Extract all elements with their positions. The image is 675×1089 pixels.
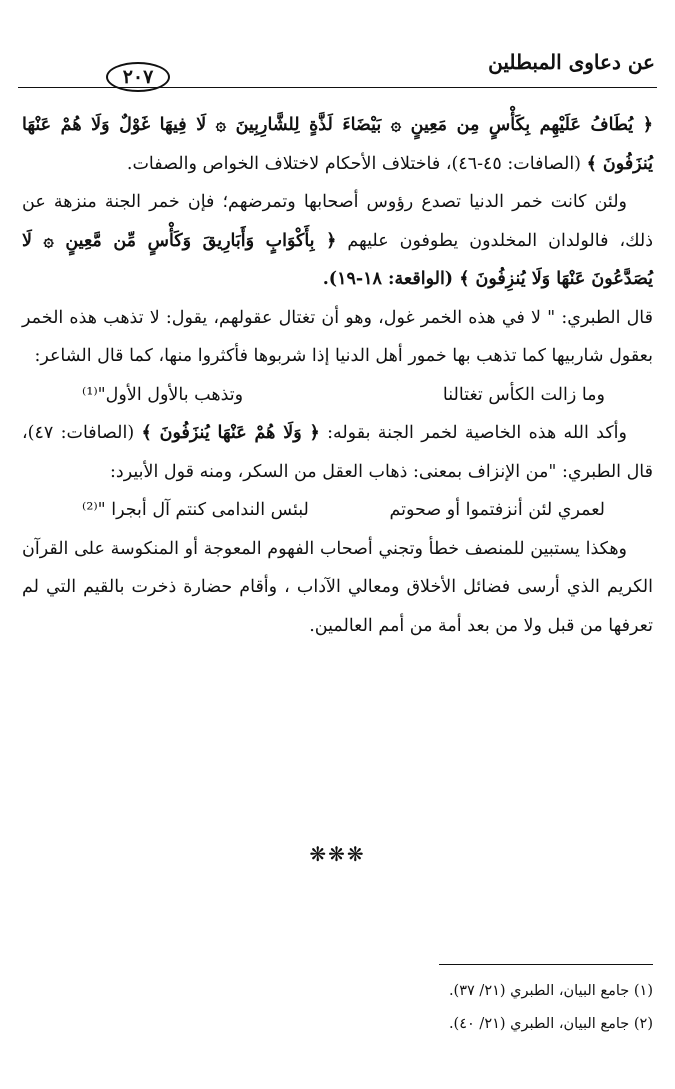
footnote-2: (٢) جامع البيان، الطبري (٢١/ ٤٠). — [448, 1016, 653, 1032]
page-header — [18, 50, 657, 90]
paragraph-text: قال الطبري: " لا في هذه الخمر غول، وهو أن تغتال عقولهم، يقول: لا تذهب هذه الخمر بعقول شاربيها كما تذهب بها خمور أهل الدنيا إذا شربوها فأكثروا منها، كما قال الشاعر: — [22, 307, 653, 366]
footnote-rule — [439, 964, 653, 965]
paragraph-text: ولئن كانت خمر الدنيا تصدع رؤوس أصحابها وتمرضهم؛ فإن خمر الجنة منزهة عن ذلك، فالولدان المخلدون يطوفون عليهم — [22, 192, 654, 251]
hemistich-right: وما زالت الكأس تغتالنا — [442, 384, 605, 405]
footnote-1: (١) جامع البيان، الطبري (٢١/ ٣٧). — [448, 983, 653, 999]
paragraph-3 — [22, 299, 653, 376]
hemistich-left: وتذهب بالأول الأول"⁽¹⁾ — [82, 384, 244, 405]
hemistich-left: لبئس الندامى كنتم آل أبجرا "⁽²⁾ — [82, 500, 309, 520]
quran-verse: ﴿ يُطَافُ عَلَيْهِم بِكَأْسٍ مِن مَعِينٍ ۞ بَيْضَاءَ لَذَّةٍ لِلشَّارِبِينَ ۞ لَا فِيهَا غَوْلٌ وَلَا هُمْ عَنْهَا يُنزَفُونَ ﴾ — [22, 115, 653, 174]
quran-verse: ﴿ بِأَكْوَابٍ وَأَبَارِيقَ وَكَأْسٍ مِّن مَّعِينٍ ۞ لَا يُصَدَّعُونَ عَنْهَا وَلَا يُنزِفُونَ ﴾ — [22, 230, 653, 289]
quran-verse: ﴿ وَلَا هُمْ عَنْهَا يُنزَفُونَ ﴾ — [141, 423, 320, 443]
paragraph-2 — [22, 183, 653, 299]
footnotes — [22, 975, 653, 1041]
running-title: عن دعاوى المبطلين — [488, 50, 655, 74]
paragraph-text: وأكد الله هذه الخاصية لخمر الجنة بقوله: — [319, 423, 627, 443]
hemistich-right: لعمري لئن أنزفتموا أو صحوتم — [389, 500, 605, 520]
paragraph-4 — [22, 414, 653, 491]
verse-reference: (الواقعة: ١٨-١٩). — [322, 269, 460, 289]
paragraph-text: (الصافات: ٤٥-٤٦)، فاختلاف الأحكام لاختلاف الخواص والصفات. — [126, 153, 587, 174]
poetry-verse-2 — [22, 491, 653, 530]
paragraph-5 — [22, 530, 653, 646]
paragraph-text: وهكذا يستبين للمنصف خطأ وتجني أصحاب الفهوم المعوجة أو المنكوسة على القرآن الكريم الذي أرسى فضائل الأخلاق ومعالي الآداب ، وأقام حضارة ذخرت بالقيم التي لم تعرفها من قبل ولا من بعد أمة من أمم العالمين. — [22, 538, 653, 636]
paragraph-1 — [22, 106, 653, 183]
poetry-verse-1 — [22, 376, 653, 415]
header-rule — [18, 87, 657, 88]
section-separator: ❋❋❋ — [309, 842, 366, 866]
page-number: ٢٠٧ — [106, 62, 170, 92]
paragraph-text: (الصافات: ٤٧)، قال الطبري: "من الإنزاف بمعنى: ذهاب العقل من السكر، ومنه قول الأبيرد: — [22, 423, 653, 482]
body-text — [22, 106, 653, 645]
